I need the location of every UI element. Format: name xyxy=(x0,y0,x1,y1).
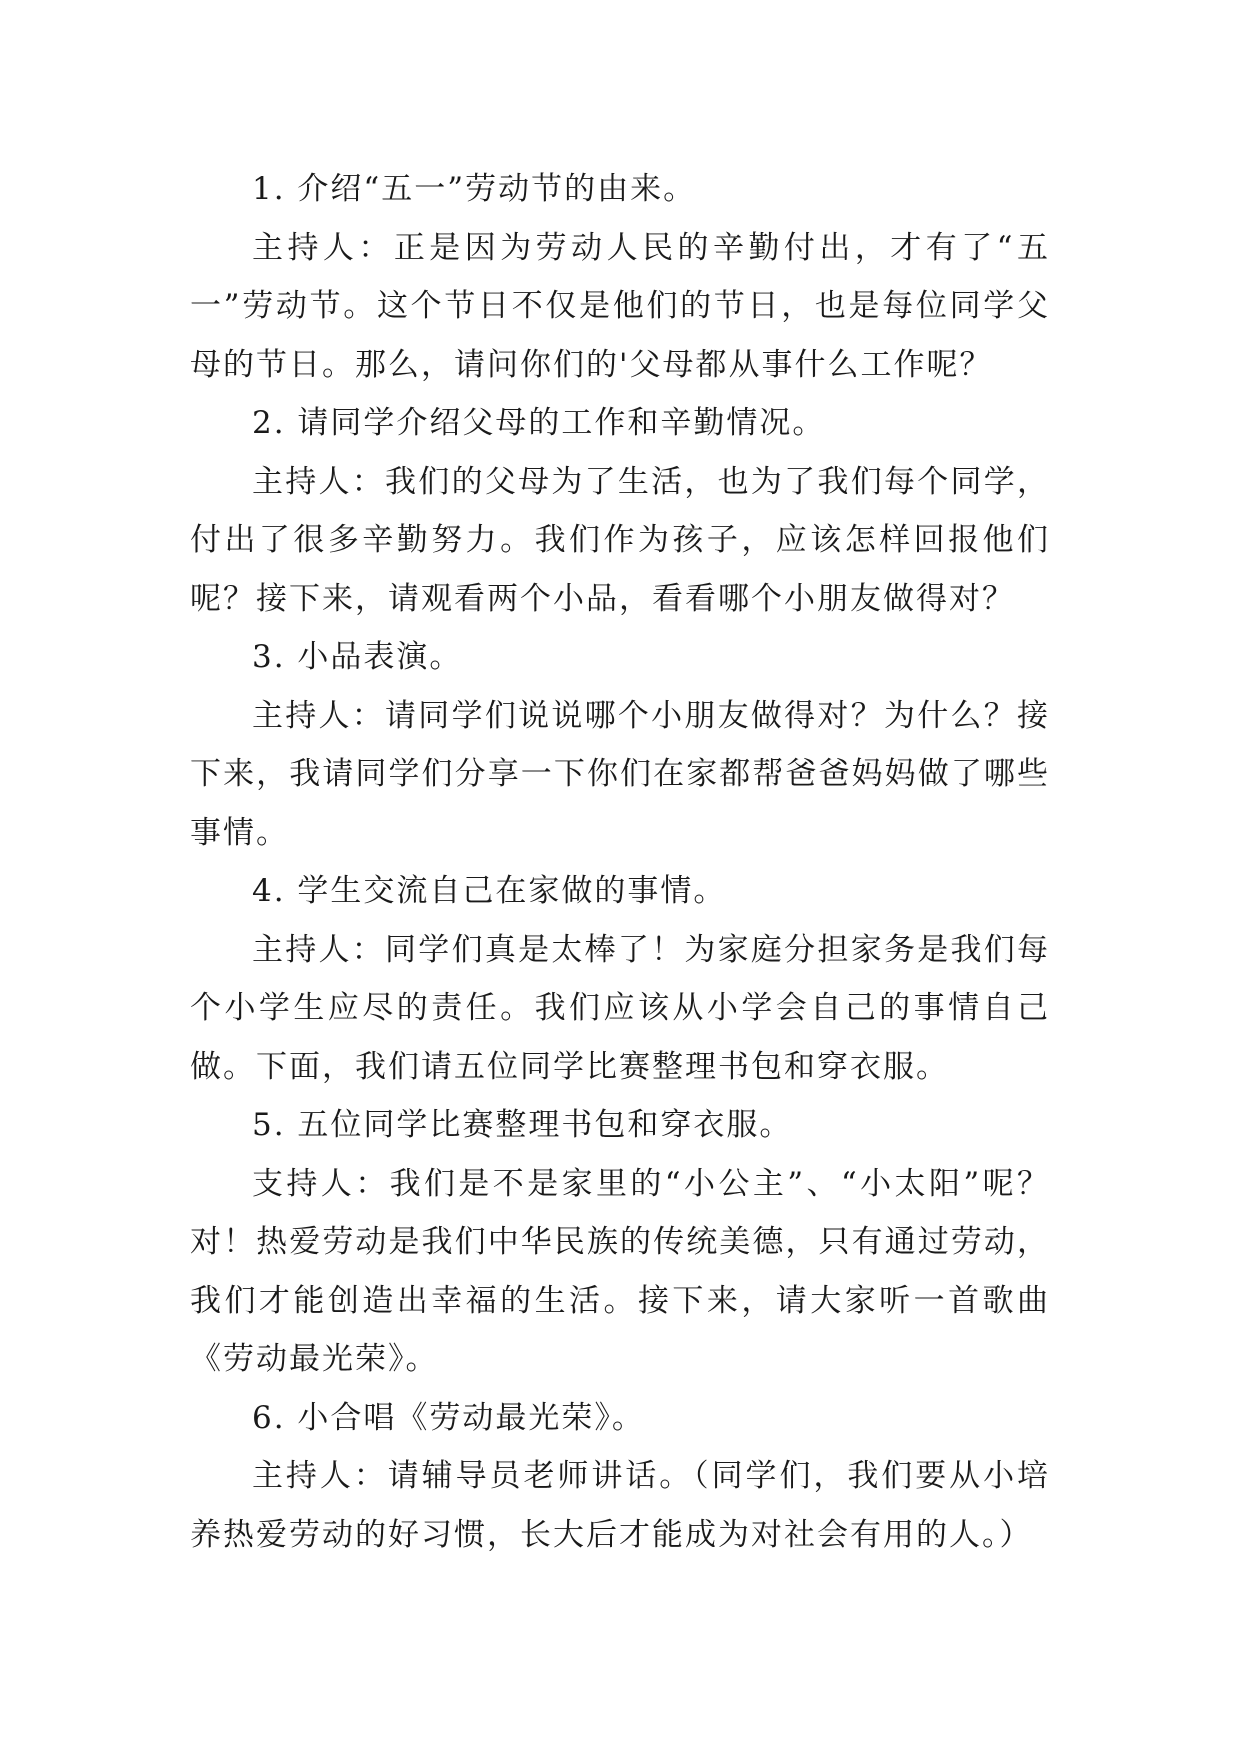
host-speech-2: 主持人：我们的父母为了生活，也为了我们每个同学，付出了很多辛勤努力。我们作为孩子，应该怎样回报他们呢？接下来，请观看两个小品，看看哪个小朋友做得对？ xyxy=(190,463,1050,617)
host-speech-6: 主持人：请辅导员老师讲话。（同学们，我们要从小培养热爱劳动的好习惯，长大后才能成为对社会有用的人。） xyxy=(190,1458,1050,1553)
step-5-heading: 5. 五位同学比赛整理书包和穿衣服。 xyxy=(252,1107,793,1143)
host-speech-1: 主持人：正是因为劳动人民的辛勤付出，才有了“五一”劳动节。这个节日不仅是他们的节日，也是每位同学父母的节日。那么，请问你们的'父母都从事什么工作呢？ xyxy=(190,229,1050,383)
document-body xyxy=(190,160,1050,1564)
step-6-heading: 6. 小合唱《劳动最光荣》。 xyxy=(252,1399,645,1436)
step-4-heading: 4. 学生交流自己在家做的事情。 xyxy=(252,873,727,909)
step-3-heading: 3. 小品表演。 xyxy=(252,639,463,675)
step-1-heading: 1. 介绍“五一”劳动节的由来。 xyxy=(252,171,697,207)
step-2-heading: 2. 请同学介绍父母的工作和辛勤情况。 xyxy=(252,405,826,441)
host-speech-5: 支持人：我们是不是家里的“小公主”、“小太阳”呢？对！热爱劳动是我们中华民族的传统美德，只有通过劳动，我们才能创造出幸福的生活。接下来，请大家听一首歌曲《劳动最光荣》。 xyxy=(190,1165,1050,1377)
host-speech-3: 主持人：请同学们说说哪个小朋友做得对？为什么？接下来，我请同学们分享一下你们在家都帮爸爸妈妈做了哪些事情。 xyxy=(190,697,1050,851)
host-speech-4: 主持人：同学们真是太棒了！为家庭分担家务是我们每个小学生应尽的责任。我们应该从小学会自己的事情自己做。下面，我们请五位同学比赛整理书包和穿衣服。 xyxy=(190,931,1050,1085)
